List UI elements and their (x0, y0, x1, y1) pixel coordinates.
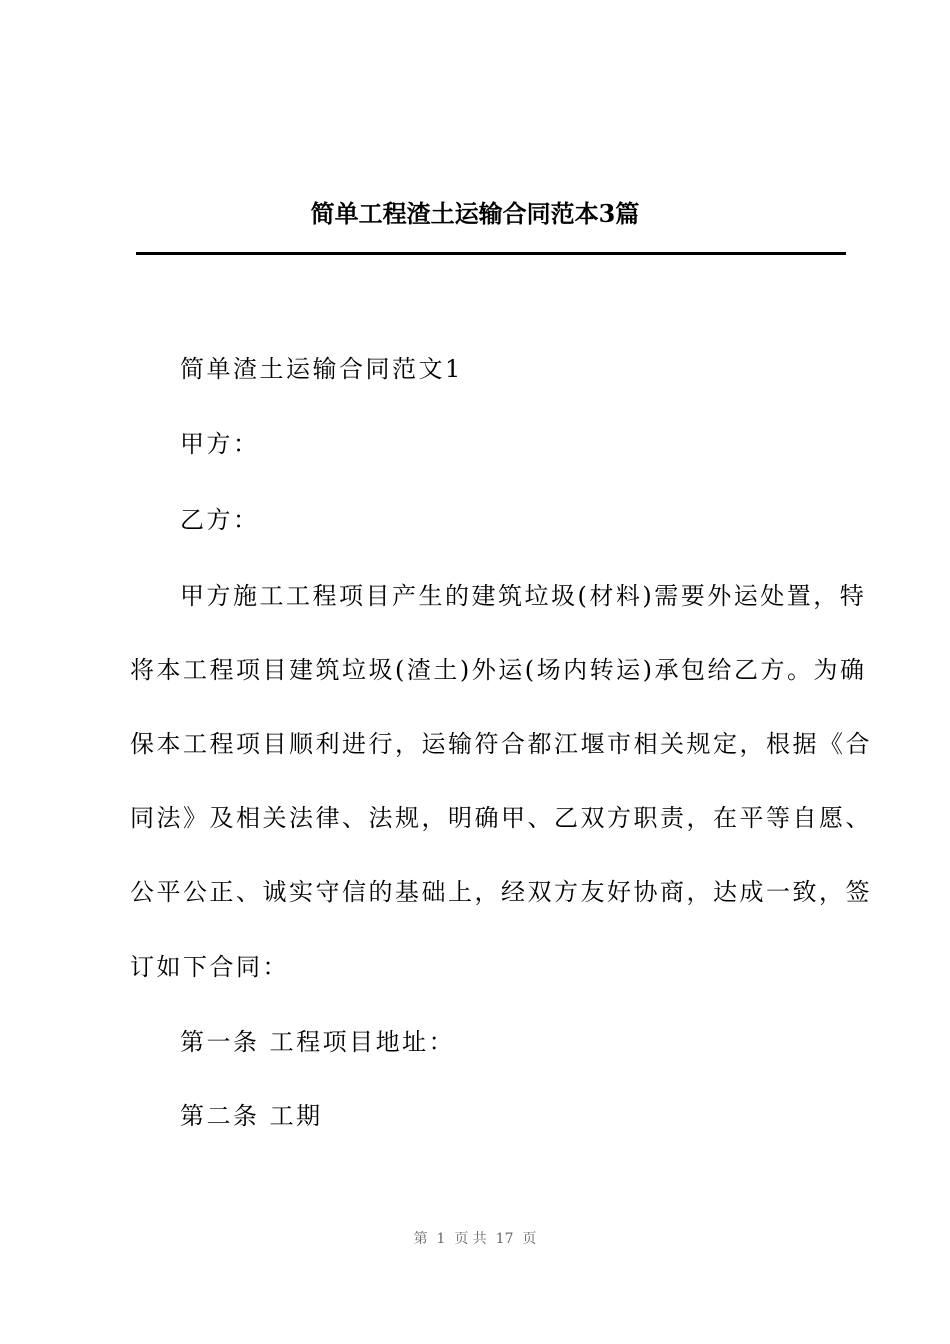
clause-2-line: 第二条 工期 (180, 1102, 323, 1130)
document-title: 简单工程渣土运输合同范本3篇 (310, 199, 640, 228)
paragraph-line: 同法》及相关法律、法规，明确甲、乙双方职责，在平等自愿、 (130, 804, 872, 832)
section-heading: 简单渣土运输合同范文1 (180, 355, 463, 383)
paragraph-line: 公平公正、诚实守信的基础上，经双方友好协商，达成一致，签 (130, 878, 872, 906)
party-a-line: 甲方： (180, 430, 260, 458)
paragraph-line: 甲方施工工程项目产生的建筑垃圾(材料)需要外运处置，特 (180, 582, 867, 610)
paragraph-line: 保本工程项目顺利进行，运输符合都江堰市相关规定，根据《合 (130, 730, 872, 758)
page-number-footer: 第 1 页 共 17 页 (413, 1231, 537, 1247)
party-b-line: 乙方： (180, 506, 260, 534)
clause-1-line: 第一条 工程项目地址： (180, 1028, 456, 1056)
title-underline (136, 252, 846, 255)
paragraph-line: 将本工程项目建筑垃圾(渣土)外运(场内转运)承包给乙方。为确 (130, 656, 867, 684)
paragraph-line: 订如下合同： (130, 953, 289, 981)
